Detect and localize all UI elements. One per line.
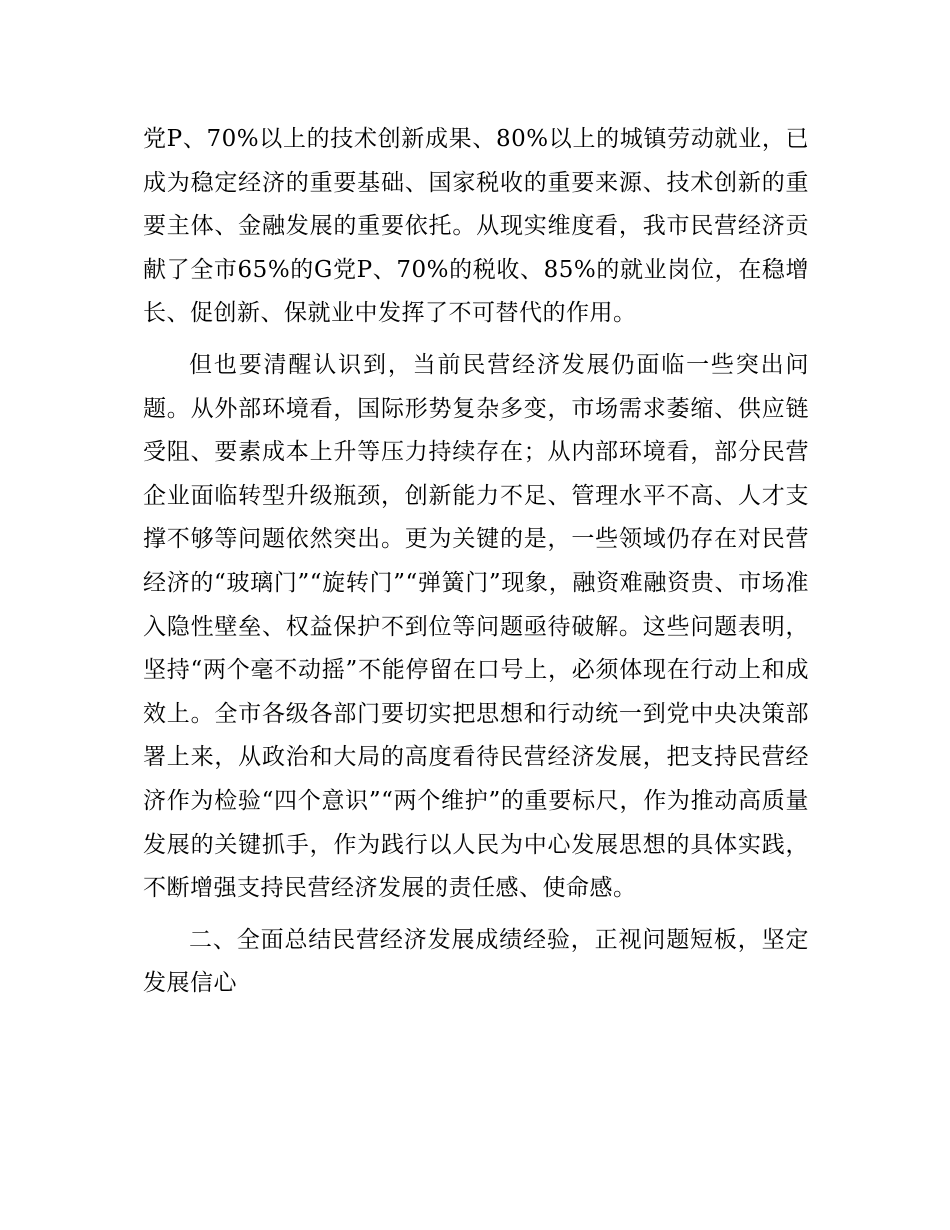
paragraph-challenges: 但也要清醒认识到，当前民营经济发展仍面临一些突出问题。从外部环境看，国际形势复杂多变，市场需求萎缩、供应链受阻、要素成本上升等压力持续存在；从内部环境看，部分民营企业面临转型升级瓶颈，创新能力不足、管理水平不高、人才支撑不够等问题依然突出。更为关键的是，一些领域仍存在对民营经济的“玻璃门”“旋转门”“弹簧门”现象，融资难融资贵、市场准入隐性壁垒、权益保护不到位等问题亟待破解。这些问题表明，坚持“两个毫不动摇”不能停留在口号上，必须体现在行动上和成效上。全市各级各部门要切实把思想和行动统一到党中央决策部署上来，从政治和大局的高度看待民营经济发展，把支持民营经济作为检验“四个意识”“两个维护”的重要标尺，作为推动高质量发展的关键抓手，作为践行以人民为中心发展思想的具体实践，不断增强支持民营经济发展的责任感、使命感。 bbox=[143, 351, 809, 902]
paragraph-continuation: 党P、70%以上的技术创新成果、80%以上的城镇劳动就业，已成为稳定经济的重要基础、国家税收的重要来源、技术创新的重要主体、金融发展的重要依托。从现实维度看，我市民营经济贡献了全市65%的G党P、70%的税收、85%的就业岗位，在稳增长、促创新、保就业中发挥了不可替代的作用。 bbox=[143, 126, 809, 327]
section-heading: 二、全面总结民营经济发展成绩经验，正视问题短板，坚定发展信心 bbox=[143, 926, 809, 997]
document-page bbox=[143, 118, 809, 1006]
